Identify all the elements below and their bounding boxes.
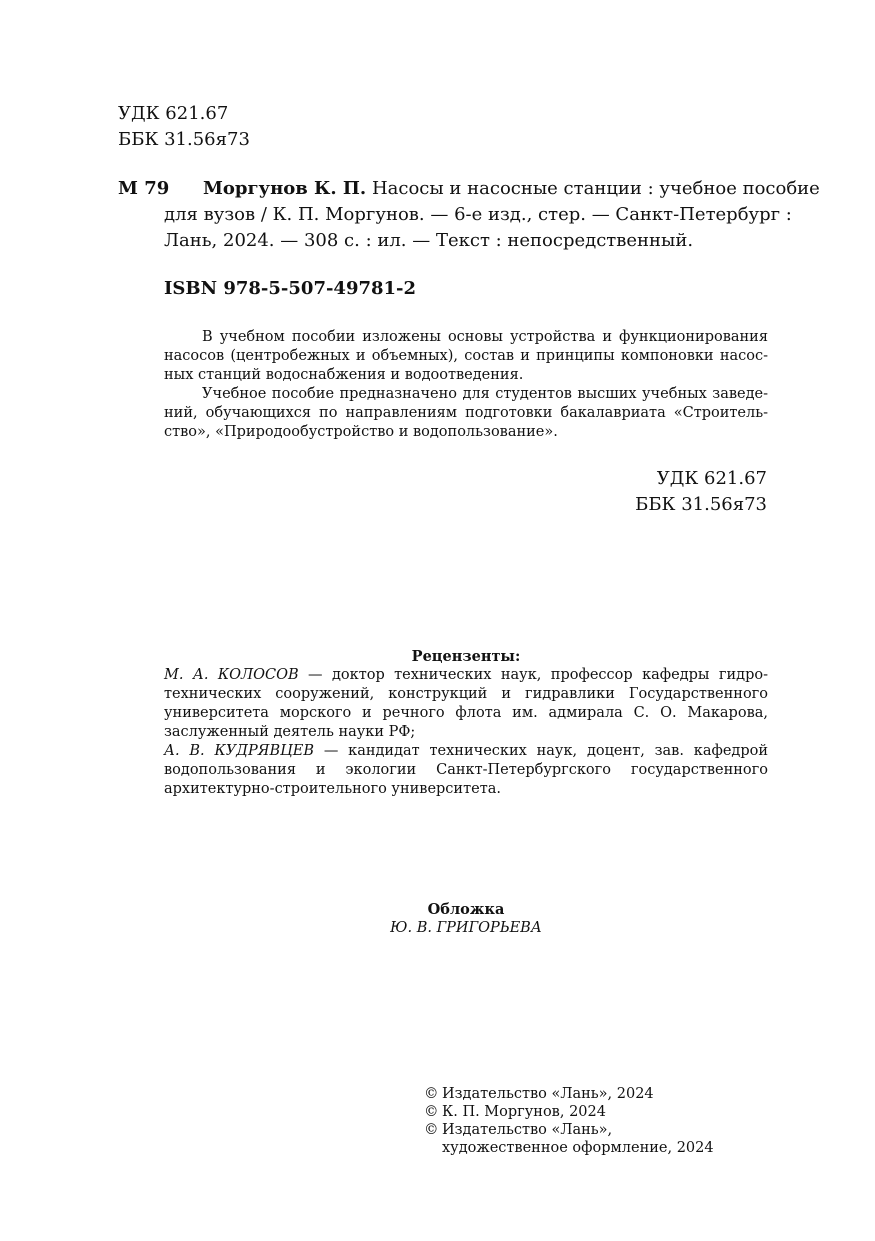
copyright-line [424,1121,714,1139]
copyright-text: художественное оформление, 2024 [442,1140,714,1156]
reviewer-line: заслуженный деятель науки РФ; [164,724,416,740]
entry-line-3: Лань, 2024. — 308 с. : ил. — Текст : непосредственный. [164,230,694,251]
abstract-line: ство», «Природообустройство и водопользование». [164,424,558,440]
reviewer-line [164,742,768,761]
entry-line-2: для вузов / К. П. Моргунов. — 6-е изд., стер. — Санкт-Петербург : [164,204,792,225]
cover-artist: Ю. В. ГРИГОРЬЕВА [390,920,542,936]
copyright-line [424,1139,714,1157]
author-name: Моргунов К. П. [203,178,367,199]
reviewer-name: А. В. КУДРЯВЦЕВ [164,743,314,759]
bbk-right: ББК 31.56я73 [635,494,767,515]
abstract [164,328,768,442]
copyright-line [424,1085,714,1103]
copyright-text: К. П. Моргунов, 2024 [442,1104,606,1120]
copyright-sign: © [424,1104,439,1120]
abstract-line: ных станций водоснабжения и водоотведения. [164,367,524,383]
udk-right: УДК 621.67 [656,468,767,489]
reviewers-heading: Рецензенты: [411,648,521,665]
cover-heading: Обложка [427,901,505,918]
copyright-text: Издательство «Лань», [442,1122,613,1138]
reviewer-line: водопользования и экологии Санкт-Петербургского государственного [164,762,768,778]
reviewer-line: технических сооружений, конструкций и гидравлики Государственного [164,686,768,702]
cover-credit [164,900,768,938]
abstract-line: В учебном пособии изложены основы устройства и функционирования [202,329,768,345]
reviewer-line [164,666,768,685]
abstract-line: насосов (центробежных и объемных), состав и принципы компоновки насос- [164,348,768,364]
copyright-sign: © [424,1086,439,1102]
reviewer-text: — доктор технических наук, профессор кафедры гидро- [308,667,768,683]
reviewers [164,647,768,799]
entry-line-1 [203,178,820,199]
reviewer-name: М. А. КОЛОСОВ [164,667,299,683]
author-code: М 79 [118,178,170,199]
isbn: ISBN 978-5-507-49781-2 [164,278,417,299]
copyright-sign: © [424,1122,439,1138]
bbk-top: ББК 31.56я73 [118,129,250,150]
abstract-line: ний, обучающихся по направлениям подготовки бакалавриата «Строитель- [164,405,768,421]
reviewer-line: университета морского и речного флота им. адмирала С. О. Макарова, [164,705,768,721]
reviewer-text: — кандидат технических наук, доцент, зав. кафедрой [323,743,769,759]
copyright-text: Издательство «Лань», 2024 [442,1086,654,1102]
title: Насосы и насосные станции : учебное пособие [371,178,820,199]
udk-top: УДК 621.67 [118,103,229,124]
abstract-line: Учебное пособие предназначено для студентов высших учебных заведе- [202,386,768,402]
copyright-block [424,1085,714,1157]
copyright-line [424,1103,714,1121]
reviewer-line: архитектурно-строительного университета. [164,781,501,797]
